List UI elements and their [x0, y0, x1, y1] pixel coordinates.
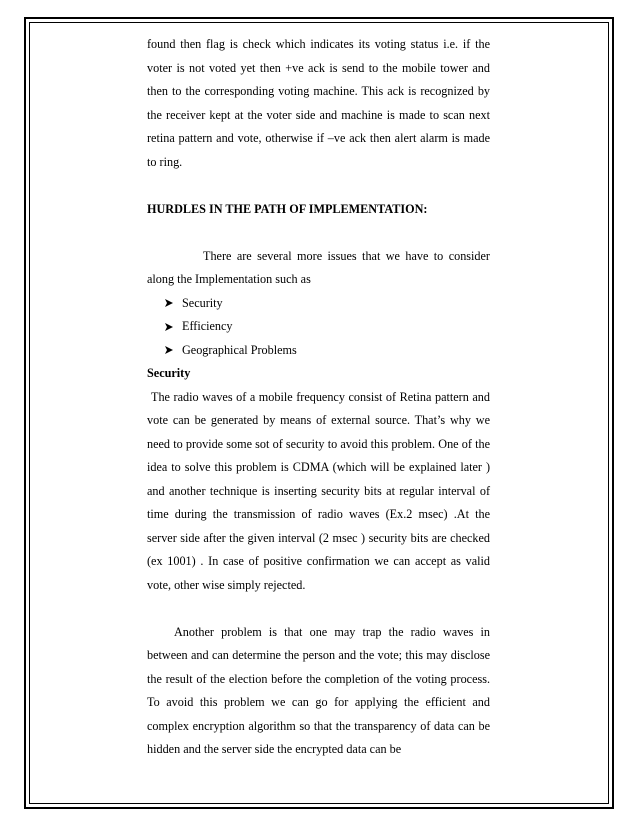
- list-item-label: Geographical Problems: [182, 342, 297, 357]
- arrow-bullet-icon: [164, 322, 174, 332]
- text-line: security bits are checked (ex 1001) . In case of positive: [147, 530, 491, 568]
- text-line: is made to ring.: [147, 131, 490, 169]
- text-line: next retina pattern and vote, otherwise if –ve ack then alert alarm: [147, 107, 490, 145]
- text-line: The radio waves of a mobile frequency consist of Retina pattern: [151, 389, 469, 404]
- text-line: disclose the result of the election before the completion of the: [147, 648, 491, 686]
- list-item: [164, 315, 490, 339]
- text-line: we need to provide some sot of security to avoid this problem. One: [147, 413, 490, 451]
- security-paragraph: [147, 386, 490, 598]
- list-item-label: Efficiency: [182, 319, 233, 333]
- intro-paragraph: [147, 245, 490, 292]
- text-line: of data can be hidden and the server side the encrypted data can be: [147, 718, 491, 756]
- page-content: [147, 33, 490, 762]
- text-line: rejected.: [263, 577, 306, 592]
- text-line: of the idea to solve this problem is CDMA (which will be: [147, 436, 490, 474]
- text-line: by the receiver kept at the voter side and machine is made to scan: [147, 84, 490, 122]
- text-line: then to the corresponding voting machine. This ack is recognized: [147, 84, 474, 98]
- text-line: found then flag is check which indicates its voting status i.e. if the: [147, 37, 490, 51]
- paragraph-continuation: [147, 33, 490, 174]
- text-line: (Ex.2 msec) .At the server side after the given interval (2 msec ): [147, 507, 491, 545]
- list-item: [164, 292, 490, 316]
- text-line: and vote can be generated by means of external source. That’s why: [147, 389, 490, 427]
- text-line: regular interval of time during the transmission of radio waves: [147, 483, 491, 521]
- text-line: There are several more issues that we have to consider: [203, 248, 490, 263]
- arrow-bullet-icon: [164, 345, 174, 355]
- section-heading: HURDLES IN THE PATH OF IMPLEMENTATION:: [147, 201, 428, 216]
- arrow-bullet-icon: [164, 298, 174, 308]
- text-line: efficient and complex encryption algorithm so that the transparency: [147, 695, 490, 733]
- text-line: Another problem is that one may trap the radio waves in: [174, 624, 490, 639]
- list-item-label: Security: [182, 295, 223, 310]
- list-item: [164, 339, 490, 363]
- text-line: voting process. To avoid this problem we can go for applying the: [147, 671, 491, 709]
- text-line: between and can determine the person and the vote; this may: [147, 648, 448, 662]
- text-line: along the Implementation such as: [147, 272, 311, 286]
- subsection-heading: Security: [147, 366, 191, 380]
- text-line: voter is not voted yet then +ve ack is send to the mobile tower and: [147, 60, 490, 75]
- text-line: confirmation we can accept as valid vote, other wise simply: [147, 554, 490, 592]
- encryption-paragraph: [147, 621, 490, 762]
- issues-list: [147, 292, 490, 363]
- text-line: explained later ) and another technique is inserting security bits at: [147, 460, 491, 498]
